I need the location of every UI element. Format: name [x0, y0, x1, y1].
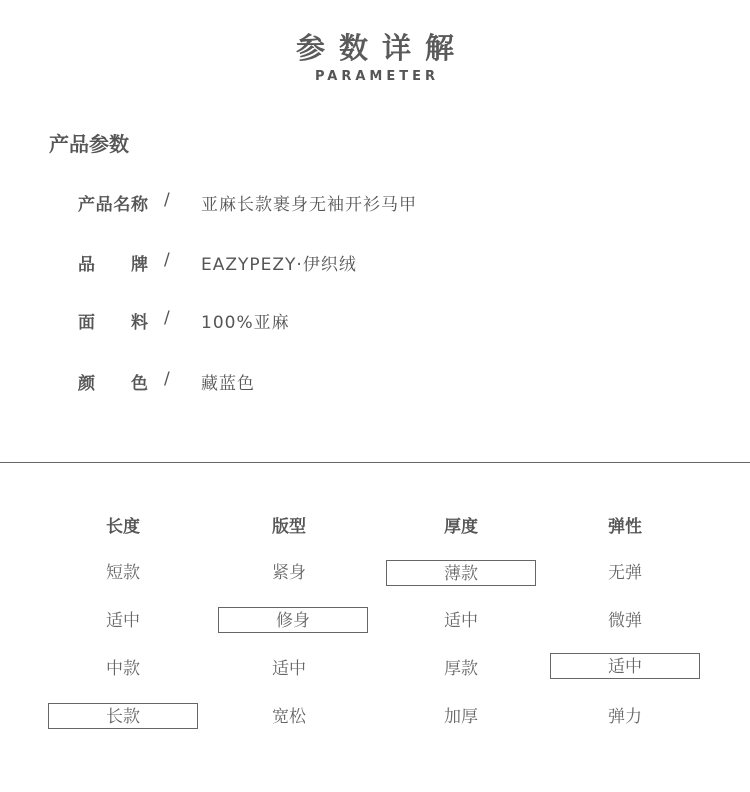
- column-header-length: 长度: [106, 517, 140, 537]
- option-thickness: 加厚: [444, 707, 478, 727]
- option-thickness: 适中: [444, 611, 478, 631]
- param-label: 产品名称: [78, 195, 148, 215]
- param-value: 藏蓝色: [201, 374, 255, 394]
- column-header-fit: 版型: [272, 517, 306, 537]
- option-length: 中款: [106, 659, 140, 679]
- option-thickness: 厚款: [444, 659, 478, 679]
- param-row-name: [78, 190, 678, 220]
- param-row-fabric: [78, 308, 678, 338]
- param-row-brand: [78, 250, 678, 280]
- option-length: 短款: [106, 563, 140, 583]
- option-fit: 紧身: [272, 563, 306, 583]
- param-separator: /: [164, 369, 170, 389]
- section-title: 产品参数: [49, 132, 129, 156]
- option-fit-selected: 修身: [218, 607, 368, 633]
- option-fit: 宽松: [272, 707, 306, 727]
- param-separator: /: [164, 308, 170, 328]
- param-value: 100%亚麻: [201, 313, 290, 333]
- section-divider: [0, 462, 750, 463]
- column-header-thickness: 厚度: [444, 517, 478, 537]
- option-elasticity: 弹力: [608, 707, 642, 727]
- param-label: 面料: [78, 313, 148, 333]
- param-row-color: [78, 369, 678, 399]
- param-separator: /: [164, 190, 170, 210]
- page-title: 参数详解: [295, 31, 468, 65]
- param-label: 颜色: [78, 374, 148, 394]
- option-length-selected: 长款: [48, 703, 198, 729]
- page-subtitle: PARAMETER: [314, 69, 440, 84]
- option-length: 适中: [106, 611, 140, 631]
- option-elasticity: 无弹: [608, 563, 642, 583]
- option-elasticity: 微弹: [608, 611, 642, 631]
- option-elasticity-selected: 适中: [550, 653, 700, 679]
- param-value: EAZYPEZY·伊织绒: [201, 255, 357, 275]
- param-label: 品牌: [78, 255, 148, 275]
- option-thickness-selected: 薄款: [386, 560, 536, 586]
- column-header-elasticity: 弹性: [608, 517, 642, 537]
- option-fit: 适中: [272, 659, 306, 679]
- param-value: 亚麻长款裹身无袖开衫马甲: [201, 195, 417, 215]
- param-separator: /: [164, 250, 170, 270]
